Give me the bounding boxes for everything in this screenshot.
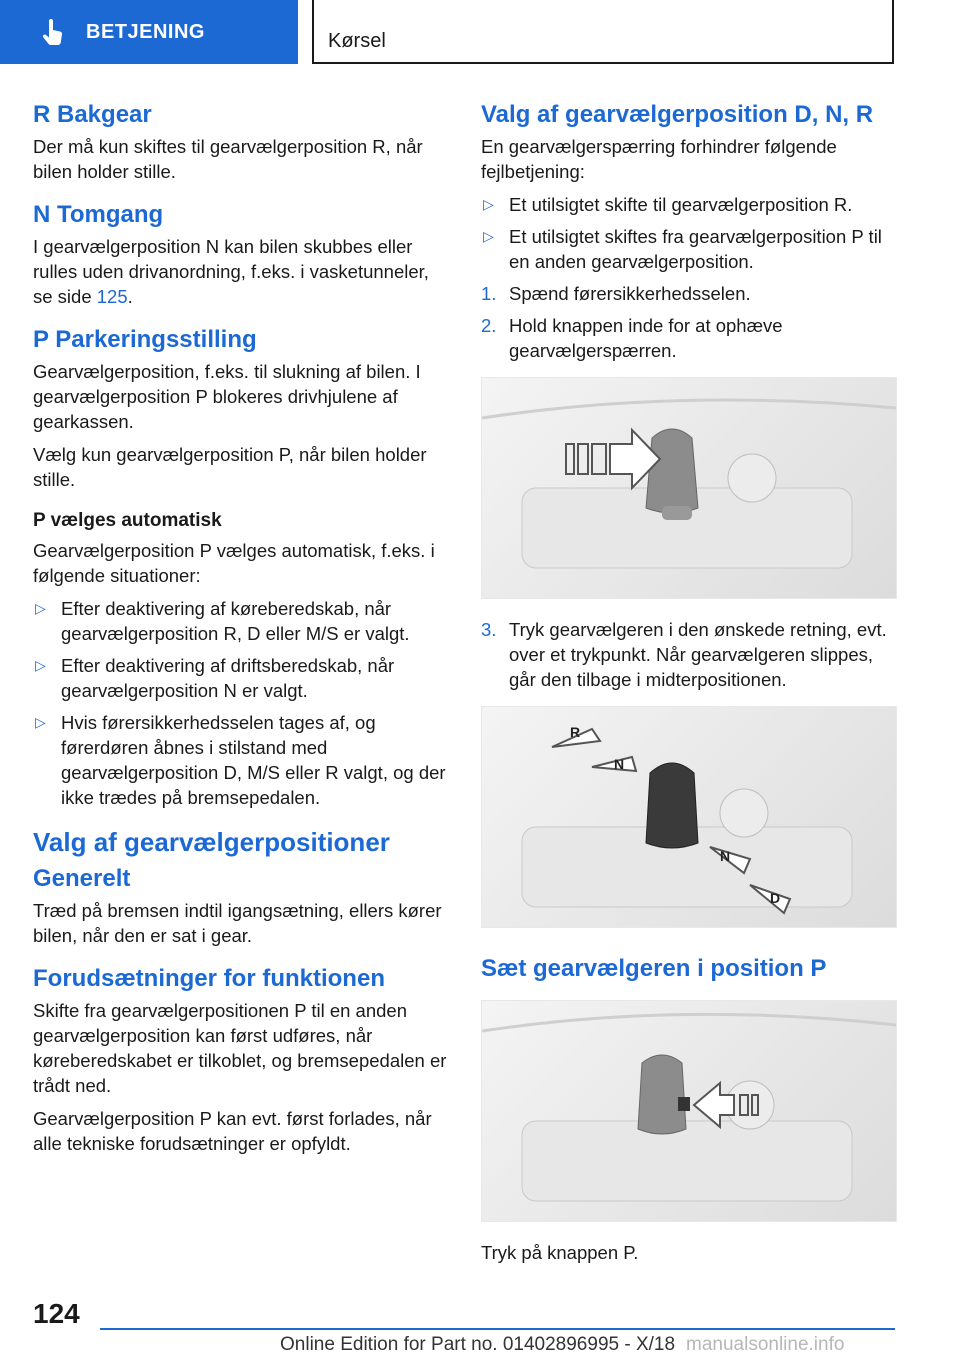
triangle-bullet-icon: ▷ <box>35 657 46 673</box>
footer-divider <box>100 1328 895 1330</box>
triangle-bullet-icon: ▷ <box>35 714 46 730</box>
section-label: BETJENING <box>86 20 205 43</box>
chapter-title: Kørsel <box>328 30 386 52</box>
heading-set-p: Sæt gearvælgeren i position P <box>481 955 827 982</box>
list-item: ▷ Et utilsigtet skifte til gearvælgerposition R. <box>483 194 853 215</box>
fig-label-d: D <box>770 890 781 906</box>
heading-dnr: Valg af gearvælgerposition D, N, R <box>481 101 874 128</box>
text-auto: Gearvælgerposition P vælges automatisk, f.eks. i følgende situationer: <box>33 540 435 586</box>
left-column <box>33 100 453 1172</box>
gear-selector-park-illustration <box>481 1000 897 1222</box>
gear-selector-park-drawing <box>482 1001 896 1221</box>
step-item: 2. Hold knappen inde for at ophæve gearvælgerspærren. <box>481 315 783 361</box>
text-req2: Gearvælgerposition P kan evt. først forlades, når alle tekniske forudsætninger er opfyldt. <box>33 1108 432 1154</box>
heading-r: R Bakgear <box>33 101 152 128</box>
chapter-header <box>312 0 894 64</box>
text-req1: Skifte fra gearvælgerpositionen P til en anden gearvælgerposition kan først udføres, når køreberedskabet er tilkoblet, og bremsepedalen er trådt ned. <box>33 1000 447 1096</box>
list-item: ▷ Et utilsigtet skiftes fra gearvælgerposition P til en anden gearvælgerposition. <box>483 226 882 272</box>
section-n <box>33 200 453 309</box>
section-p <box>33 325 453 492</box>
section-tab[interactable] <box>0 0 298 64</box>
watermark-text: manualsonline.info <box>686 1334 845 1355</box>
steps-list-b <box>481 617 895 692</box>
triangle-bullet-icon: ▷ <box>35 600 46 616</box>
text-p2: Vælg kun gearvælgerposition P, når bilen holder stille. <box>33 444 427 490</box>
fig-label-n-up: N <box>614 756 625 772</box>
heading-p: P Parkeringsstilling <box>33 326 257 353</box>
heading-auto: P vælges automatisk <box>33 510 222 531</box>
triangle-bullet-icon: ▷ <box>483 228 494 244</box>
gear-selector-unlock-drawing <box>482 378 896 598</box>
heading-n: N Tomgang <box>33 201 164 228</box>
page-link-125[interactable]: 125 <box>96 286 128 307</box>
edition-text: Online Edition for Part no. 01402896995 - X/18 <box>280 1334 676 1355</box>
heading-positions: Valg af gearvælgerpositioner <box>33 827 390 857</box>
fig-label-r: R <box>570 724 581 740</box>
text-r: Der må kun skiftes til gearvælgerposition R, når bilen holder stille. <box>33 136 423 182</box>
heading-general: Generelt <box>33 865 131 892</box>
heading-requirements: Forudsætninger for funktionen <box>33 965 385 992</box>
text-p1: Gearvælgerposition, f.eks. til slukning af bilen. I gearvælgerposition P blokeres drivhjulene af gearkassen. <box>33 361 421 432</box>
hand-pointer-icon <box>38 17 68 47</box>
list-item: ▷ Efter deaktivering af driftsberedskab, når gearvælgerposition N er valgt. <box>35 655 395 701</box>
section-general <box>33 864 453 948</box>
text-n: I gearvælgerposition N kan bilen skubbes eller rulles uden drivanordning, f.eks. i vasketunneler, se side 125. <box>33 236 429 307</box>
text-dnr: En gearvælgerspærring forhindrer følgende fejlbetjening: <box>481 136 837 182</box>
fig-label-n-down: N <box>720 848 731 864</box>
step-item: 3. Tryk gearvælgeren i den ønskede retning, evt. over et trykpunkt. Når gearvælgeren slippes, går den tilbage i midterpositionen. <box>481 619 887 690</box>
page-number: 124 <box>33 1298 80 1329</box>
triangle-bullet-icon: ▷ <box>483 196 494 212</box>
gear-selector-unlock-illustration <box>481 377 897 599</box>
section-r <box>33 100 453 184</box>
gear-selector-direction-illustration <box>481 706 897 928</box>
step-item: 1. Spænd førersikkerhedsselen. <box>481 283 751 304</box>
text-general: Træd på bremsen indtil igangsætning, ellers kører bilen, når den er sat i gear. <box>33 900 442 946</box>
dnr-list <box>481 192 895 274</box>
auto-list <box>33 596 453 810</box>
section-auto <box>33 508 453 810</box>
steps-list-a <box>481 281 895 363</box>
section-requirements <box>33 964 453 1156</box>
gear-selector-direction-drawing <box>482 707 896 927</box>
right-column <box>481 100 895 1273</box>
list-item: ▷ Efter deaktivering af køreberedskab, når gearvælgerposition R, D eller M/S er valgt. <box>35 598 410 644</box>
text-set-p: Tryk på knappen P. <box>481 1242 639 1263</box>
list-item: ▷ Hvis førersikkerhedsselen tages af, og førerdøren åbnes i stilstand med gearvælgerposition D, M/S eller R valgt, og der ikke trædes på bremsepedalen. <box>35 712 446 808</box>
